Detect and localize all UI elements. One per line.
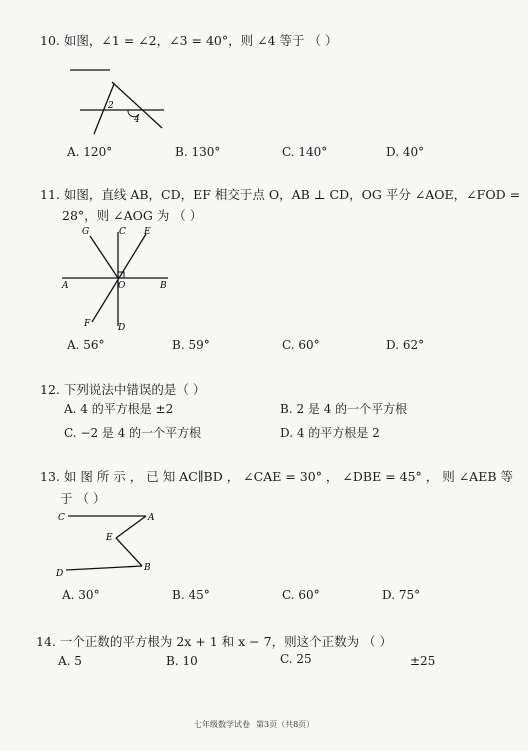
q12-option-b: B. 2 是 4 的一个平方根 (280, 402, 408, 416)
q12-stem: 12. 下列说法中错误的是（ ） (40, 382, 206, 397)
q11-option-d: D. 62° (386, 338, 425, 352)
q10-option-d: D. 40° (386, 145, 425, 159)
q11-option-c: C. 60° (282, 338, 320, 352)
footer-page-number: 第3页（共8页） (256, 720, 315, 729)
q11-label-o: O (118, 281, 126, 291)
q10-option-a: A. 120° (67, 145, 113, 159)
q13-label-c: C (58, 513, 65, 523)
q13-label-b: B (144, 563, 151, 573)
q13-option-d: D. 75° (382, 588, 421, 602)
q13-label-d: D (56, 569, 64, 579)
q11-figure (56, 222, 176, 334)
q11-label-g: G (82, 227, 90, 237)
q10-label-2: 2 (108, 101, 114, 111)
q13-label-e: E (106, 533, 113, 543)
q10-option-c: C. 140° (282, 145, 328, 159)
q11-label-f: F (84, 319, 91, 329)
q12-option-a: A. 4 的平方根是 ±2 (64, 402, 174, 416)
q13-line-db (66, 566, 142, 570)
q10-stem: 10. 如图，∠1 = ∠2，∠3 = 40°，则 ∠4 等于 （ ） (40, 33, 338, 48)
q11-option-b: B. 59° (172, 338, 210, 352)
q13-figure (54, 506, 164, 582)
q11-label-d: D (118, 323, 126, 333)
q11-label-e: E (144, 227, 151, 237)
q12-option-d: D. 4 的平方根是 2 (280, 426, 380, 440)
q14-stem: 14. 一个正数的平方根为 2x + 1 和 x − 7，则这个正数为 （ ） (36, 634, 393, 649)
q12-option-c: C. −2 是 4 的一个平方根 (64, 426, 202, 440)
q13-option-b: B. 45° (172, 588, 210, 602)
q14-option-b: B. 10 (166, 654, 198, 668)
q11-stem-line1: 11. 如图，直线 AB，CD，EF 相交于点 O，AB ⊥ CD，OG 平分 ∠AOE，∠FOD = (40, 187, 521, 202)
q13-option-c: C. 60° (282, 588, 320, 602)
q11-label-c: C (119, 227, 126, 237)
q11-stem-line2: 28°，则 ∠AOG 为 （ ） (62, 208, 203, 223)
q11-ray-og (90, 236, 118, 278)
q13-option-a: A. 30° (62, 588, 100, 602)
q11-label-b: B (160, 281, 167, 291)
footer-exam-title: 七年级数学试卷 (194, 720, 250, 729)
q14-option-a: A. 5 (58, 654, 82, 668)
q11-label-a: A (62, 281, 69, 291)
q13-segment-eb (116, 538, 142, 566)
q10-label-4: 4 (134, 115, 140, 125)
q13-stem-line1: 13. 如 图 所 示 ， 已 知 AC∥BD ， ∠CAE = 30° ， ∠DBE = 45° ， 则 ∠AEB 等 (40, 469, 513, 484)
q14-option-c: C. 25 (280, 652, 312, 666)
q10-figure (66, 62, 176, 142)
q11-option-a: A. 56° (67, 338, 105, 352)
q13-segment-ae (116, 516, 146, 538)
q10-option-b: B. 130° (175, 145, 221, 159)
q14-option-d: ±25 (410, 654, 436, 668)
q13-label-a: A (148, 513, 155, 523)
q13-stem-line2: 于 （ ） (60, 491, 106, 506)
